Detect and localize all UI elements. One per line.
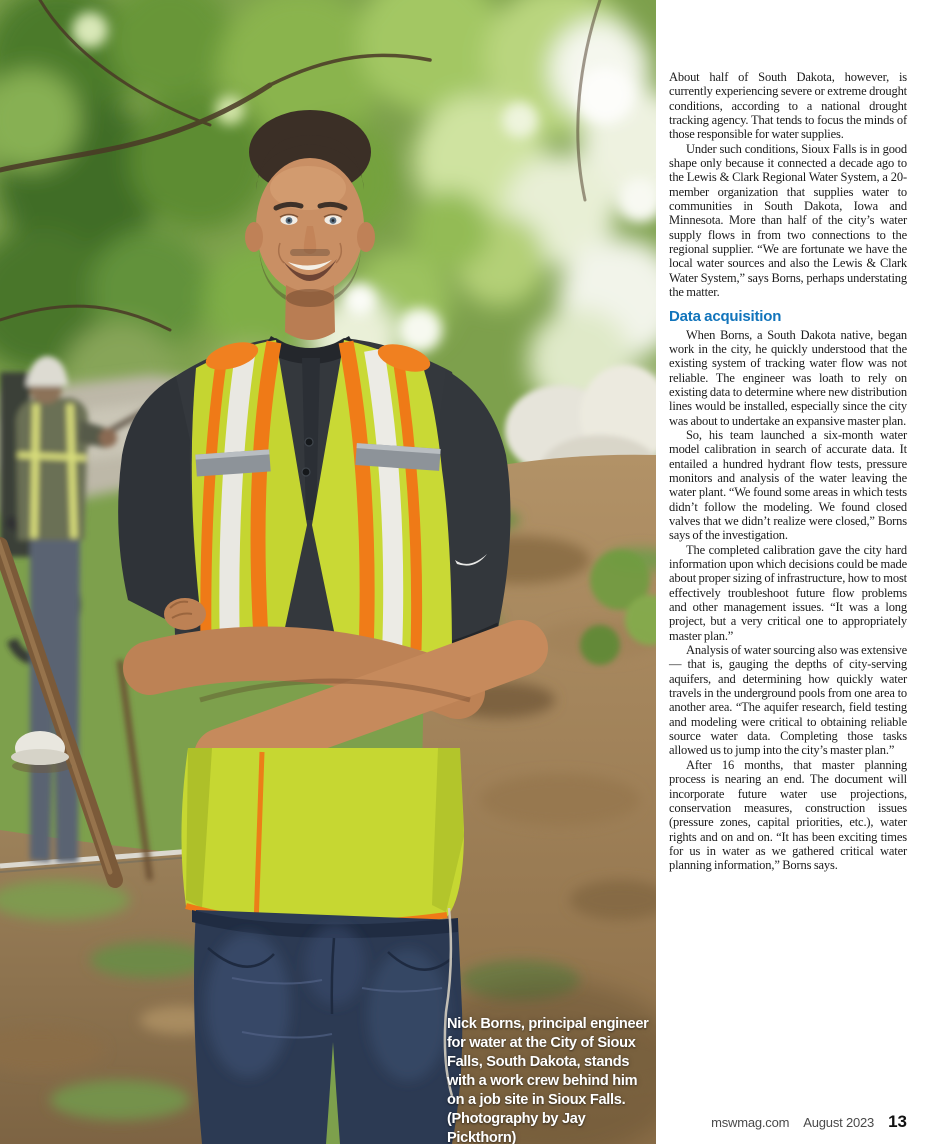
page-number: 13 [888,1112,907,1131]
ear [245,222,263,252]
button [305,438,313,446]
article-paragraph-3: When Borns, a South Dakota native, began work in the city, he quickly understood that the existing system of tracking water flow was not reliable. The engineer was loath to rely on existing data to determine where new distribution lines would be installed, especially since the city was about to undertake an expansive master plan. [669,327,907,428]
article-paragraph-1: About half of South Dakota, however, is currently experiencing severe or extreme drought conditions, according to a national drought tracking agency. That tends to focus the minds of those responsible for water supplies. [669,70,907,142]
caption-line: with a work crew behind him [447,1072,638,1089]
jeans [192,908,462,1144]
article-body [669,70,907,873]
article-paragraph-2: Under such conditions, Sioux Falls is in good shape only because it connected a decade ago to the Lewis & Clark Regional Water System, a 20-member organization that supplies water to communities in South Dakota, Iowa and Minnesota. More than half of the city’s water supply flows in from two connections to the regional supplier. “We are fortunate we have the local water sources and also the Lewis & Clark Water System,” says Borns, perhaps understating the matter. [669,141,907,300]
article-paragraph-5: The completed calibration gave the city hard information upon which decisions could be made about proper sizing of infrastructure, how to most effectively troubleshoot future flow problems and other management issues. “It was a long project, but a very critical one to appropriately master plan.” [669,542,907,643]
caption-line: Nick Borns, principal engineer [447,1015,649,1032]
caption-line: Falls, South Dakota, stands [447,1053,630,1070]
button [302,468,310,476]
worker-vest [16,398,88,540]
ear [357,222,375,252]
photo-caption [447,1014,656,1144]
page-footer [669,1112,907,1132]
caption-line: on a job site in Sioux Falls. [447,1091,626,1108]
section-heading: Data acquisition [669,307,782,325]
article-paragraph-4: So, his team launched a six-month water model calibration in search of accurate data. It entailed a hundred hydrant flow tests, pressure monitors and analysis of the water leaving the water plant. “We found some areas in which tests didn’t follow the modeling. We found closed valves that we didn’t realize were closed,” Borns says of the investigation. [669,427,907,543]
magazine-url: mswmag.com [711,1115,790,1130]
article-paragraph-7: After 16 months, that master planning process is nearing an end. The document will incorporate future water use projections, conservation measures, construction issues (pressure zones, capital priorities, etc.), water rights and on and on. “It has been exciting times for us in water as we gathered critical water planning information,” Borns says. [669,757,907,873]
caption-line: for water at the City of Sioux [447,1034,636,1051]
article-column [669,0,907,1144]
vest-lower [181,748,464,933]
article-paragraph-6: Analysis of water sourcing also was extensive — that is, gauging the depths of city-serving aquifers, and determining how quickly water travels in the underground pools from one area to another area. “The aquifer research, field testing and modeling were critical to obtaining reliable source water data. Completing those tasks allowed us to jump into the city’s master plan.” [669,643,907,758]
issue-date: August 2023 [803,1115,875,1130]
caption-line: (Photography by Jay Pickthorn) [447,1110,586,1144]
